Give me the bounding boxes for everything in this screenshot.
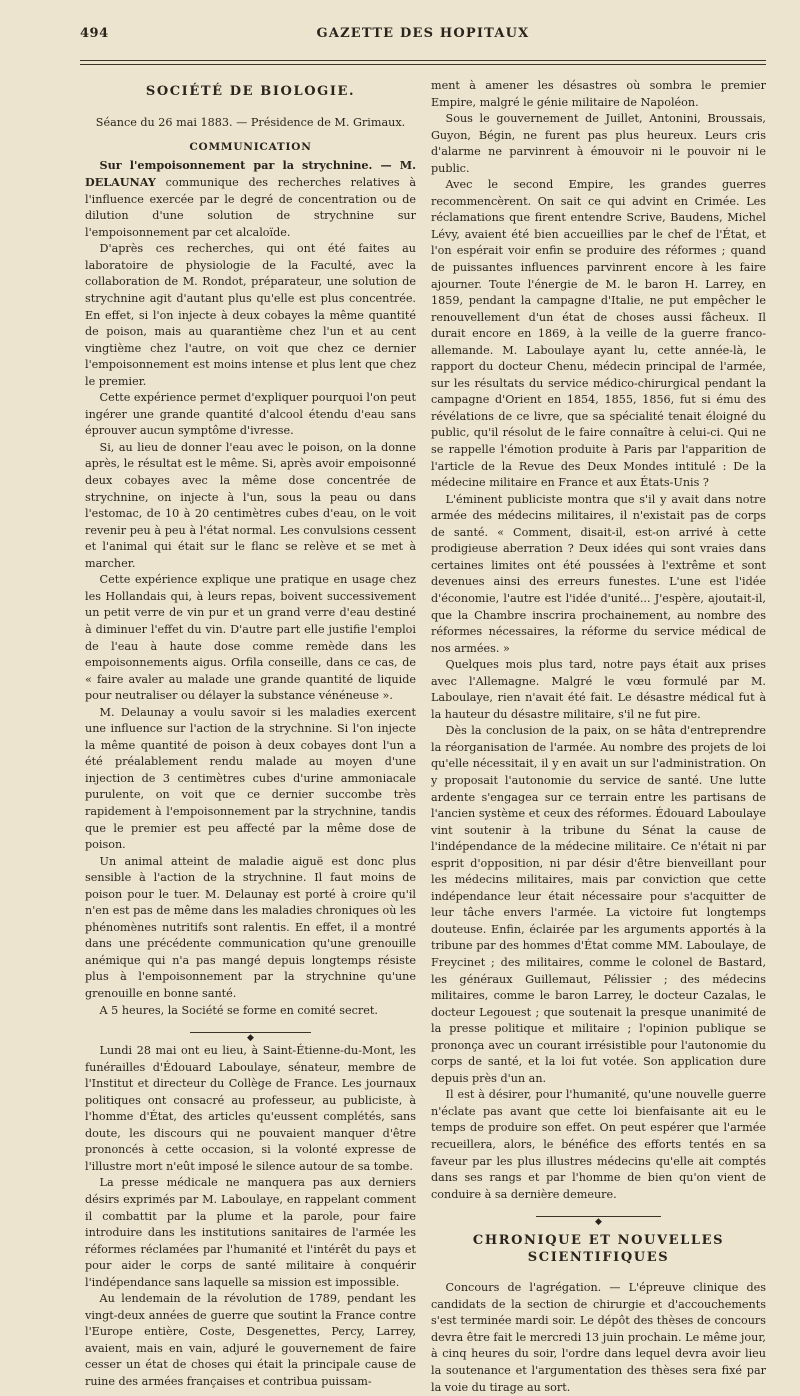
communication-heading: COMMUNICATION [189, 141, 312, 154]
session-line: Séance du 26 mai 1883. — Présidence de M. Grimaux. [95, 115, 406, 129]
obituary-paragraph: Lundi 28 mai ont eu lieu, à Saint-Étienne-du-Mont, les funérailles d'Édouard Laboulaye, sénateur, membre de l'Institut et directeur du Collège de France. Les journaux politiques ont consacré au professeur, au publiciste, à l'homme d'État, des articles qu'eussent complétés, sans doute, les discours qui ne pouvaient manquer d'être prononcés à cette occasion, si la volonté expresse de l'illustre mort n'eût imposé le silence autour de sa tombe. [85, 1044, 416, 1173]
article-paragraph: Cette expérience permet d'expliquer pourquoi l'on peut ingérer une grande quantité d'alcool étendu d'eau sans éprouver aucun symptôme d'ivresse. [85, 391, 416, 438]
chronique-paragraph: Concours de l'agrégation. — L'épreuve clinique des candidats de la section de chirurgie et d'accouchements s'est terminée mardi soir. Le dépôt des thèses de concours devra être fait le mercredi 13 juin prochain. Le même jour, à cinq heures du soir, l'ordre dans lequel devra avoir lieu la soutenance et l'argumentation des thèses sera fixé par la voie du tirage au sort. [431, 1281, 766, 1394]
article-paragraph: D'après ces recherches, qui ont été faites au laboratoire de physiologie de la Faculté, avec la collaboration de M. Rondot, préparateur, une solution de strychnine agit d'autant plus qu'elle est plus concentrée. En effet, si l'on injecte à deux cobayes la même quantité de poison, mais au quarantième chez l'un et au cent vingtième chez l'autre, on voit que chez ce dernier l'empoisonnement est moins intense et plus lent que chez le premier. [85, 242, 416, 388]
page-number: 494 [80, 26, 109, 41]
article-lead-title: Sur l'empoisonnement par la strychnine. — M. DELAUNAY [85, 157, 416, 190]
running-title: GAZETTE DES HOPITAUX [316, 26, 530, 41]
article-paragraph: Un animal atteint de maladie aiguë est donc plus sensible à l'action de la strychnine. Il faut moins de poison pour le tuer. M. Delaunay est porté à croire qu'il n'en est pas de même dans les maladies chroniques où les phénomènes nutritifs sont ralentis. En effet, il a montré dans une précédente communication qu'une grenouille anémique qui n'a pas mangé depuis longtemps résiste plus à l'empoisonnement par la strychnine qu'une grenouille en bonne santé. [85, 854, 416, 1000]
article-paragraph: M. Delaunay a voulu savoir si les maladies exercent une influence sur l'action de la strychnine. Si l'on injecte la même quantité de poison à deux cobayes dont l'un a été préalablement rendu malade au moyen d'une injection de 3 centimètres cubes d'urine ammoniacale purulente, on voit que ce dernier succombe très rapidement à l'empoisonnement par la strychnine, tandis que le premier est peu affecté par la même dose de poison. [85, 705, 416, 852]
obituary-paragraph: Sous le gouvernement de Juillet, Antonini, Broussais, Guyon, Bégin, ne furent pas plus heureux. Leurs cris d'alarme ne parvinrent à émouvoir ni le pouvoir ni le public. [431, 112, 766, 175]
article-paragraph: Cette expérience explique une pratique en usage chez les Hollandais qui, à leurs repas, boivent successivement un petit verre de vin pur et un grand verre d'eau destiné à diminuer l'effet du vin. D'autre part elle justifie l'emploi de l'eau à haute dose comme remède dans les empoisonnements aigus. Orfila conseille, dans ce cas, de « faire avaler au malade une grande quantité de liquide pour neutraliser ou délayer la substance vénéneuse ». [85, 573, 416, 703]
article-lead [85, 157, 416, 242]
obituary-paragraph: Avec le second Empire, les grandes guerres recommencèrent. On sait ce qui advint en Crimée. Les réclamations que firent entendre Scrive, Baudens, Michel Lévy, avaient été bien accueillies par le chef de l'État, et l'on espérait voir enfin se produire des réformes ; quand de puissantes influences parvinrent encore à les faire ajourner. Toute l'énergie de M. le baron H. Larrey, en 1859, pendant la campagne d'Italie, ne put empêcher le renouvellement d'un état de choses aussi fâcheux. Il durait encore en 1869, à la veille de la guerre franco-allemande. M. Laboulaye ayant lu, cette année-là, le rapport du docteur Chenu, médecin principal de l'armée, sur les résultats du service médico-chirurgical pendant la campagne d'Orient en 1854, 1855, 1856, fut si ému des révélations de ce livre, que sa spécialité tenait éloigné du public, qu'il résolut de le faire connaître à celui-ci. Qui ne se rappelle l'émotion produite à Paris par l'apparition de l'article de la Revue des Deux Mondes intitulé : De la médecine militaire en France et aux États-Unis ? [431, 178, 766, 490]
separator-ornament: ◆ [244, 1033, 257, 1043]
chronique-title: CHRONIQUE ET NOUVELLES SCIENTIFIQUES [472, 1233, 725, 1265]
obituary-paragraph: Quelques mois plus tard, notre pays était aux prises avec l'Allemagne. Malgré le vœu formulé par M. Laboulaye, rien n'avait été fait. Le désastre médical fut à la hauteur du désastre militaire, s'il ne fut pire. [431, 658, 766, 721]
obituary-paragraph: ment à amener les désastres où sombra le premier Empire, malgré le génie militaire de Napoléon. [431, 79, 766, 109]
article-paragraph: Si, au lieu de donner l'eau avec le poison, on la donne après, le résultat est le même. Si, après avoir empoisonné deux cobayes avec la même dose concentrée de strychnine, on injecte à l'un, sous la peau ou dans l'estomac, de 10 à 20 centimètres cubes d'eau, on le voit revenir peu à peu à l'état normal. Les convulsions cessent et l'animal qui était sur le flanc se relève et se met à marcher. [85, 440, 416, 570]
article-paragraph: communique des recherches relatives à l'influence exercée par le degré de concentration ou de dilution d'une solution de strychnine sur l'empoisonnement par cet alcaloïde. [85, 176, 416, 239]
article-paragraph: A 5 heures, la Société se forme en comité secret. [99, 1003, 378, 1017]
obituary-paragraph: Au lendemain de la révolution de 1789, pendant les vingt-deux années de guerre que soutint la France contre l'Europe entière, Coste, Desgenettes, Percy, Larrey, avaient, mais en vain, adjuré le gouvernement de faire cesser un état de choses qui était la principale cause de ruine des armées françaises et contribua puissam- [85, 1292, 416, 1389]
section-separator [431, 1213, 766, 1228]
page-header [80, 20, 766, 46]
obituary-paragraph: Il est à désirer, pour l'humanité, qu'une nouvelle guerre n'éclate pas avant que cette loi bienfaisante ait eu le temps de produire son effet. On peut espérer que l'armée recueillera, alors, le bénéfice des efforts tentés en sa faveur par les plus illustres médecins qu'elle ait comptés dans ses rangs et par l'homme de bien qu'on vient de conduire à sa dernière demeure. [431, 1088, 766, 1201]
obituary-paragraph: La presse médicale ne manquera pas aux derniers désirs exprimés par M. Laboulaye, en rappelant comment il combattit par la plume et la parole, pour faire introduire dans les institutions sanitaires de l'armée les réformes réclamées par l'humanité et l'intérêt du pays et pour aider le corps de santé militaire à conquérir l'indépendance sans laquelle sa mission est impossible. [85, 1176, 416, 1289]
separator-ornament: ◆ [592, 1217, 605, 1227]
header-rule [80, 60, 766, 61]
obituary-paragraph: L'éminent publiciste montra que s'il y avait dans notre armée des médecins militaires, il n'existait pas de corps de santé. « Comment, disait-il, est-on arrivé à cette prodigieuse aberration ? Deux idées qui sont vraies dans certaines limites ont été poussées à l'extrême et sont devenues ainsi des erreurs funestes. L'une est l'idée d'économie, l'autre est l'idée d'unité... J'espère, ajoutait-il, que la Chambre inscrira prochainement, au nombre des réformes nécessaires, la réforme du service médical de nos armées. » [431, 492, 766, 655]
obituary-paragraph: Dès la conclusion de la paix, on se hâta d'entreprendre la réorganisation de l'armée. Au nombre des projets de loi qu'elle nécessitait, il y en avait un sur l'administration. On y proposait l'autonomie du service de santé. Une lutte ardente s'engagea sur ce terrain entre les partisans de l'ancien système et ceux des réformes. Édouard Laboulaye vint soutenir à la tribune du Sénat la cause de l'indépendance de la médecine militaire. Ce n'était ni par esprit d'opposition, ni par désir d'être bienveillant pour les médecins militaires, mais par conviction que cette indépendance leur était nécessaire pour s'acquitter de leur tâche envers l'armée. La victoire fut longtemps douteuse. Enfin, éclairée par les arguments apportés à la tribune par des hommes d'État comme MM. Laboulaye, de Freycinet ; des militaires, comme le colonel de Bastard, les généraux Guillemaut, Pélissier ; des médecins militaires, comme le baron Larrey, le docteur Cazalas, le docteur Legouest ; que soutenait la presque unanimité de la presse politique et militaire ; l'opinion publique se prononça avec un courant irrésistible pour l'autonomie du corps de santé, et la loi fut votée. Son application dure depuis près d'un an. [431, 724, 766, 1085]
left-column [85, 78, 416, 1391]
header-rule-thin [80, 64, 766, 65]
right-column [431, 78, 766, 1396]
section-separator [85, 1029, 416, 1044]
section-title: SOCIÉTÉ DE BIOLOGIE. [145, 84, 356, 99]
